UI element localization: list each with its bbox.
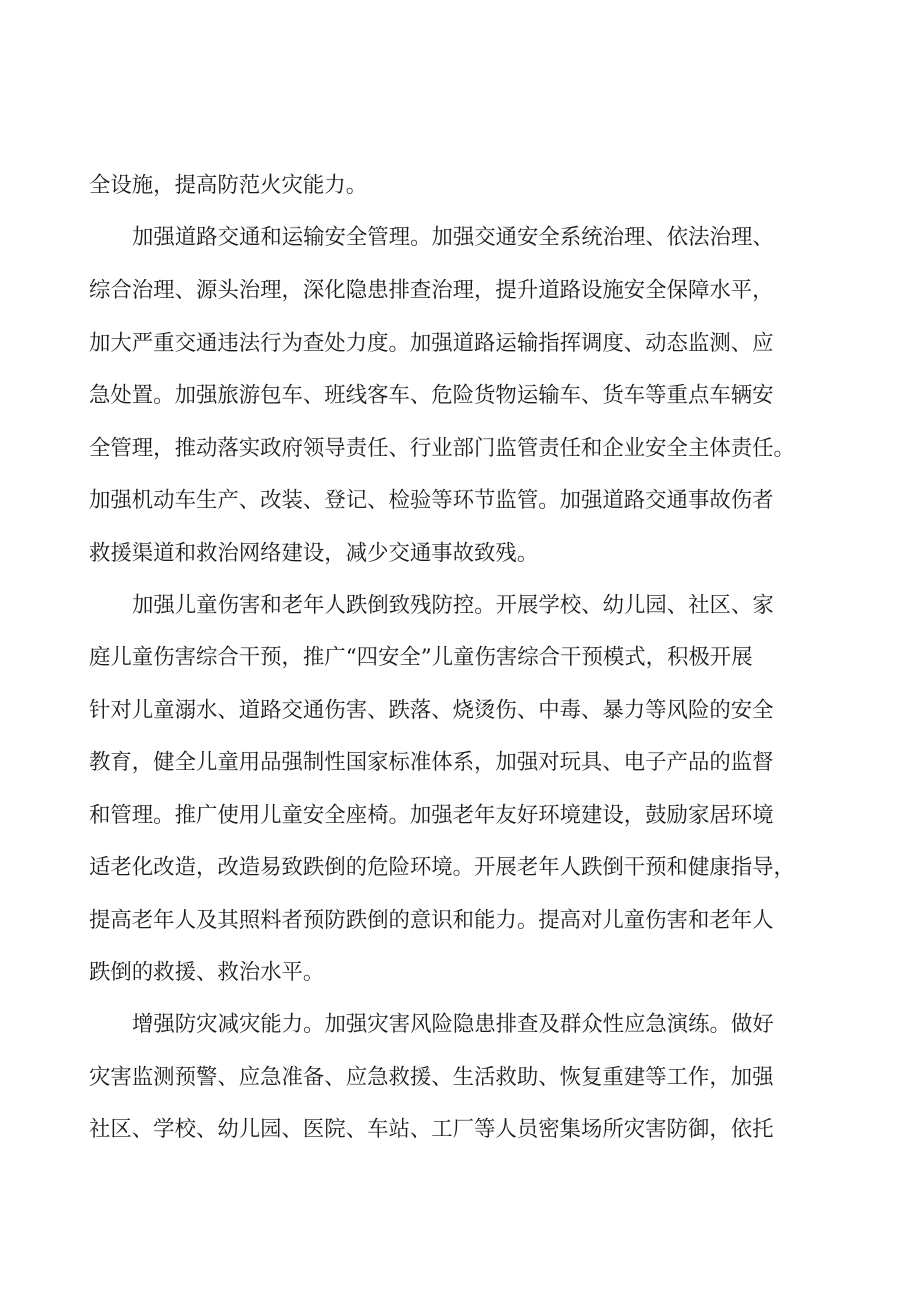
text-line	[0, 743, 920, 783]
text-line	[0, 429, 920, 469]
text-line-content: 全管理，推动落实政府领导责任、行业部门监管责任和企业安全主体责任。	[89, 436, 795, 461]
text-line	[0, 271, 920, 311]
text-line	[0, 1058, 920, 1098]
text-line	[0, 796, 920, 836]
text-line-content: 加强机动车生产、改装、登记、检验等环节监管。加强道路交通事故伤者	[89, 488, 774, 513]
text-line-content: 和管理。推广使用儿童安全座椅。加强老年友好环境建设，鼓励家居环境	[89, 803, 774, 828]
text-line-content: 加强道路交通和运输安全管理。加强交通安全系统治理、依法治理、	[132, 225, 774, 250]
text-line	[0, 324, 920, 364]
text-line-content: 加强儿童伤害和老年人跌倒致残防控。开展学校、幼儿园、社区、家	[132, 593, 774, 618]
text-line-content: 加大严重交通违法行为查处力度。加强道路运输指挥调度、动态监测、应	[89, 331, 774, 356]
paragraph-first-line	[0, 586, 920, 626]
text-line-content: 庭儿童伤害综合干预，推广“四安全”儿童伤害综合干预模式，积极开展	[89, 645, 753, 670]
text-line-content: 跌倒的救援、救治水平。	[89, 960, 325, 985]
paragraph-first-line	[0, 218, 920, 258]
text-line	[0, 1110, 920, 1150]
text-line	[0, 638, 920, 678]
text-line-content: 救援渠道和救治网络建设，减少交通事故致残。	[89, 541, 539, 566]
text-line	[0, 534, 920, 574]
paragraph-first-line	[0, 1005, 920, 1045]
text-line	[0, 481, 920, 521]
text-line-content: 针对儿童溺水、道路交通伤害、跌落、烧烫伤、中毒、暴力等风险的安全	[89, 698, 774, 723]
text-line	[0, 691, 920, 731]
text-line	[0, 376, 920, 416]
text-line	[0, 166, 920, 206]
text-line	[0, 953, 920, 993]
text-line-content: 急处置。加强旅游包车、班线客车、危险货物运输车、货车等重点车辆安	[89, 383, 774, 408]
text-line-content: 全设施，提高防范火灾能力。	[89, 173, 368, 198]
text-line-content: 教育，健全儿童用品强制性国家标准体系，加强对玩具、电子产品的监督	[89, 750, 774, 775]
text-line-content: 灾害监测预警、应急准备、应急救援、生活救助、恢复重建等工作，加强	[89, 1065, 774, 1090]
text-line-content: 社区、学校、幼儿园、医院、车站、工厂等人员密集场所灾害防御，依托	[89, 1117, 774, 1142]
text-line-content: 增强防灾减灾能力。加强灾害风险隐患排查及群众性应急演练。做好	[132, 1012, 774, 1037]
text-line-content: 提高老年人及其照料者预防跌倒的意识和能力。提高对儿童伤害和老年人	[89, 908, 774, 933]
text-line-content: 综合治理、源头治理，深化隐患排查治理，提升道路设施安全保障水平，	[89, 278, 774, 303]
text-line-content: 适老化改造，改造易致跌倒的危险环境。开展老年人跌倒干预和健康指导，	[89, 855, 795, 880]
text-line	[0, 901, 920, 941]
text-line	[0, 848, 920, 888]
